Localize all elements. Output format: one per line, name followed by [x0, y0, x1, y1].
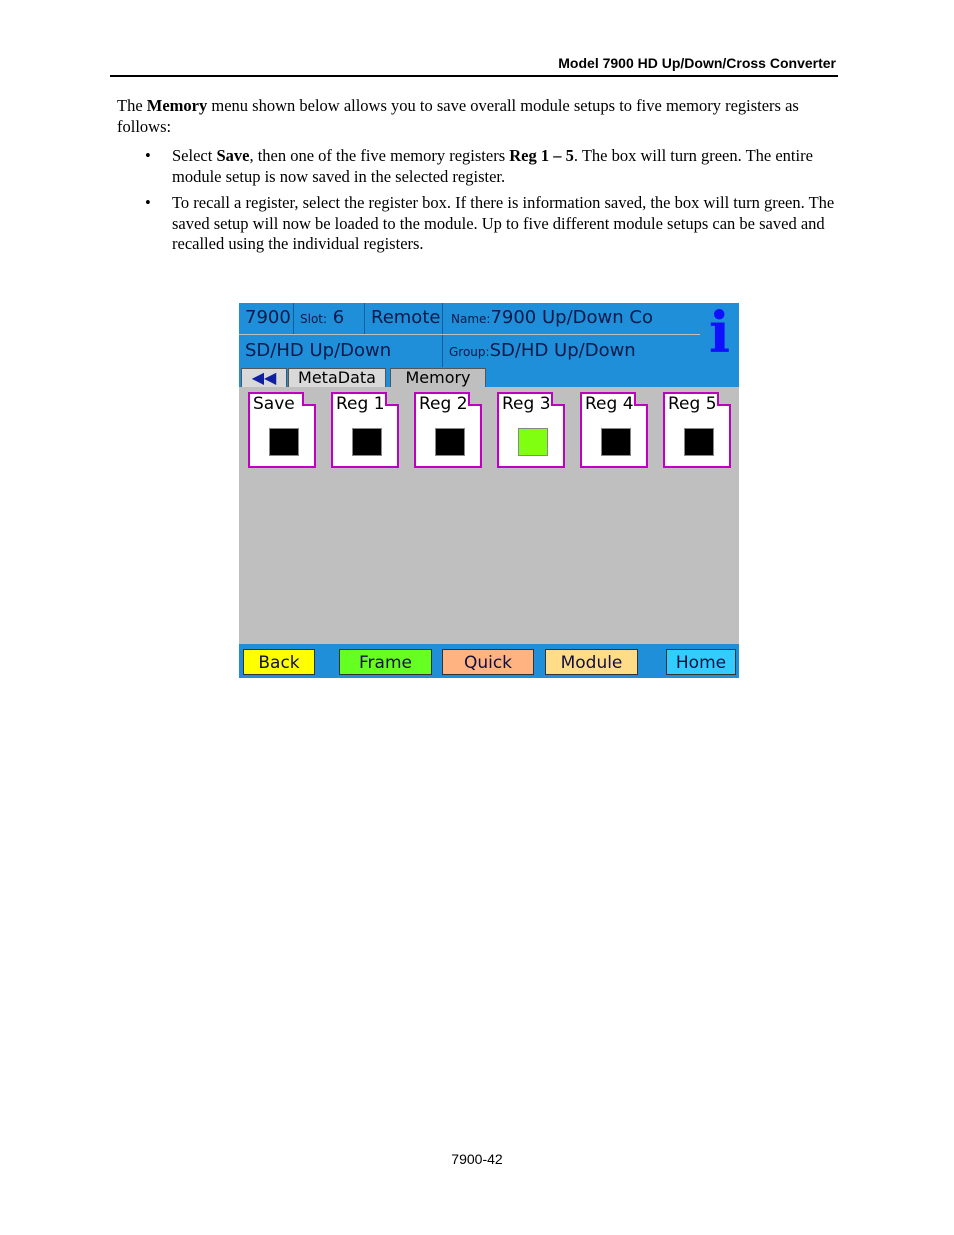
group-cell	[443, 335, 700, 367]
bullet-item	[117, 193, 842, 255]
register-status-box[interactable]	[435, 428, 465, 456]
remote-label: Remote	[371, 307, 441, 328]
status-row-1	[239, 303, 739, 334]
register-reg-4[interactable]	[580, 392, 648, 468]
register-save[interactable]	[248, 392, 316, 468]
mode-cell	[239, 335, 443, 367]
register-reg-3[interactable]	[497, 392, 565, 468]
home-button[interactable]: Home	[666, 649, 736, 675]
register-label: Reg 2	[419, 394, 468, 414]
register-reg-5[interactable]	[663, 392, 731, 468]
bullet-text: , then one of the five memory registers	[249, 146, 510, 165]
register-label: Reg 3	[502, 394, 551, 414]
quick-button[interactable]: Quick	[442, 649, 534, 675]
register-area	[239, 387, 739, 644]
group-label: Group:	[449, 345, 490, 359]
group-value: SD/HD Up/Down	[489, 340, 636, 361]
register-reg-1[interactable]	[331, 392, 399, 468]
back-button[interactable]: Back	[243, 649, 315, 675]
folded-corner	[717, 392, 731, 406]
bullet-item	[117, 146, 842, 187]
intro-bold: Memory	[146, 96, 208, 115]
register-status-box[interactable]	[684, 428, 714, 456]
register-status-box[interactable]	[601, 428, 631, 456]
slot-value: 6	[332, 307, 345, 328]
register-label: Reg 5	[668, 394, 717, 414]
memory-menu-panel	[239, 300, 739, 678]
bullet-bold: Reg 1 – 5	[509, 146, 574, 165]
running-header	[110, 53, 838, 77]
bullet-bold: Save	[216, 146, 250, 165]
folded-corner	[302, 392, 316, 406]
bullet-list	[117, 146, 842, 255]
status-row-2	[239, 335, 739, 367]
tab-metadata[interactable]: MetaData	[288, 368, 386, 388]
bullet-glyph: •	[145, 146, 151, 165]
tab-bar	[239, 367, 739, 387]
register-label: Reg 4	[585, 394, 634, 414]
info-icon[interactable]: i	[700, 303, 739, 367]
intro-text-2: menu shown below allows you to save overall module setups to five memory registers as follows:	[117, 96, 799, 136]
bottom-button-bar	[239, 644, 739, 678]
intro-text-1: The	[117, 96, 147, 115]
slot-cell	[294, 303, 365, 334]
mode-label: SD/HD Up/Down	[245, 340, 392, 361]
register-label: Reg 1	[336, 394, 385, 414]
name-cell	[443, 303, 700, 334]
body-text	[117, 96, 842, 261]
model-cell	[239, 303, 294, 334]
register-label: Save	[253, 394, 295, 414]
register-status-box[interactable]	[518, 428, 548, 456]
remote-cell[interactable]	[365, 303, 443, 334]
register-reg-2[interactable]	[414, 392, 482, 468]
slot-label: Slot:	[300, 312, 328, 326]
header-title: Model 7900 HD Up/Down/Cross Converter	[558, 55, 836, 71]
folded-corner	[385, 392, 399, 406]
folded-corner	[551, 392, 565, 406]
scroll-left-icon[interactable]: ◀◀	[241, 368, 287, 388]
bullet-text: . The box will turn green. The entire module setup is now saved in the selected register.	[172, 146, 813, 186]
bullet-text: Select	[172, 146, 217, 165]
register-status-box[interactable]	[269, 428, 299, 456]
folded-corner	[468, 392, 482, 406]
module-button[interactable]: Module	[545, 649, 638, 675]
model-label: 7900	[245, 307, 291, 328]
register-status-box[interactable]	[352, 428, 382, 456]
name-value: 7900 Up/Down Co	[490, 307, 653, 328]
frame-button[interactable]: Frame	[339, 649, 432, 675]
name-label: Name:	[451, 312, 491, 326]
page-number: 7900-42	[451, 1151, 503, 1167]
bullet-text: To recall a register, select the register box. If there is information saved, the box will turn green. The saved setup will now be loaded to the module. Up to five different module setups can be saved and recalled using the individual registers.	[172, 193, 835, 253]
bullet-glyph: •	[145, 193, 151, 212]
folded-corner	[634, 392, 648, 406]
intro-paragraph	[117, 96, 842, 137]
tab-memory[interactable]: Memory	[390, 368, 486, 388]
